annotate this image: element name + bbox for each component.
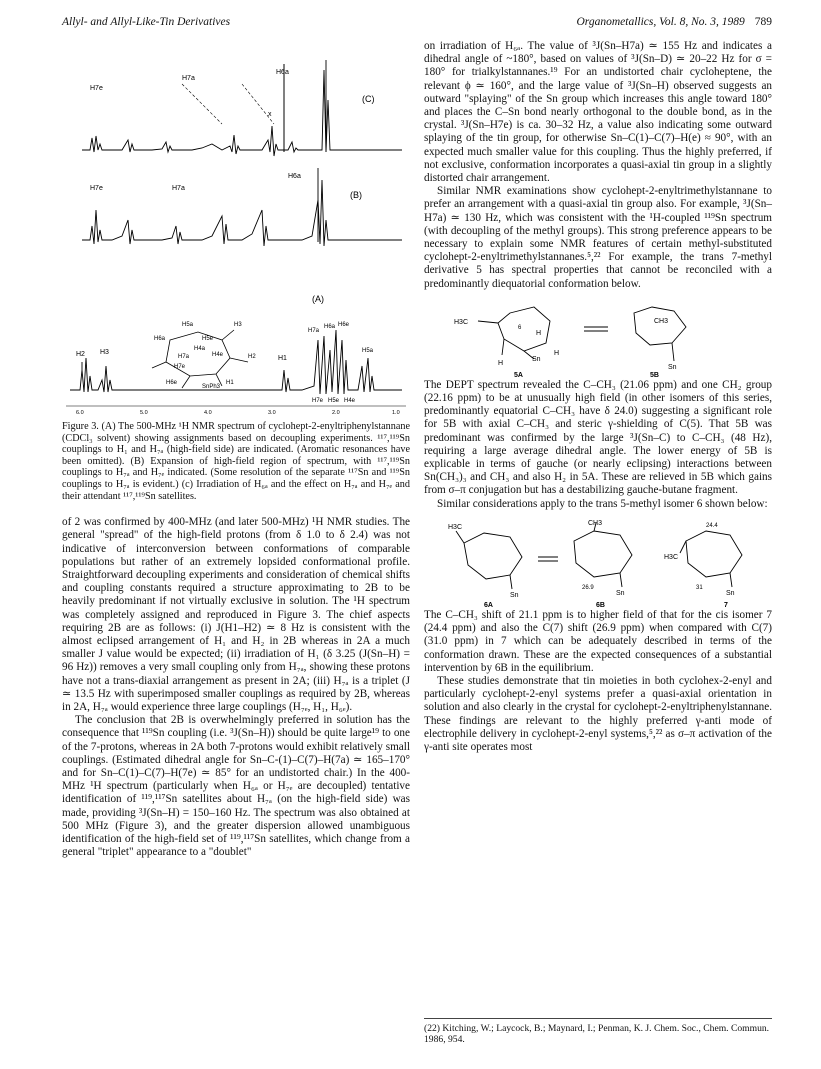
peak-label-h7e-c: H7e: [90, 85, 103, 92]
right-column: [424, 40, 772, 754]
s6-label-h3c-left: H3C: [448, 523, 463, 531]
scheme-6-drawing: [424, 517, 772, 609]
peak-label-h1-a: H1: [278, 355, 287, 362]
s5-label-h-2: H: [498, 359, 504, 367]
header-article-title: Allyl- and Allyl-Like-Tin Derivatives: [62, 16, 231, 28]
peak-label-h2-a: H2: [76, 351, 85, 358]
peak-label-h7e-a: H7e: [312, 398, 324, 404]
right-paragraph-6: These studies demonstrate that tin moieties in both cyclohex-2-enyl and particularly cyclohept-2-enyl systems prefer a quasi-axial orientation in solution and also clearly in the crystal for cyclohept-2-enyltriphenylstannane. These findings are relevant to the highly preferred γ-anti mode of electrophile delivery in cyclohept-2-enyl systems,⁵,²² as σ–π activation of the γ-anti site operates most: [424, 674, 772, 753]
peak-label-h7a-c: H7a: [182, 75, 195, 82]
mol-label-h4a: H4a: [194, 346, 206, 352]
mol-label-h6a: H6a: [154, 336, 166, 342]
mol-label-h7a: H7a: [178, 354, 190, 360]
peak-label-h3-a: H3: [100, 349, 109, 356]
page-number: 789: [754, 16, 772, 28]
left-paragraph-2: The conclusion that 2B is overwhelmingly preferred in solution has the consequence that ¹¹⁹Sn coupling (i.e. ³J(Sn–H)) should be quite large¹⁹ to one of the 7-protons, whereas in 2A both 7-protons would exhibit relatively small couplings. (Estimated dihedral angle for Sn–C-(1)–C(7)–H(7a) ≃ 165–170° and for Sn–C(1)–C(7)–H(7e) ≃ 85° for an undistorted chair.) In the 400-MHz ¹H spectrum (particularly when H₆ₐ or H₇ₑ are decoupled) tentative identification of ¹¹⁹,¹¹⁷Sn satellites about H₇ₐ (on the high-field side) was made, providing ³J(Sn–H) = 150–160 Hz. The spectrum was also obtained at 500 MHz (Figure 3), and the greater dispersion allowed unambiguous identification of the high-field set of ¹¹⁹,¹¹⁷Sn satellites, which change from a general "triplet" appearance to a "doublet": [62, 714, 410, 859]
mol-label-h6e: H6e: [166, 380, 178, 386]
figure-3: [62, 40, 410, 415]
mol-label-h1: H1: [226, 380, 234, 386]
compound-5b: 5B: [650, 371, 659, 379]
ppm-axis: [66, 406, 406, 415]
s5-label-ch3: CH3: [654, 317, 669, 325]
spectrum-c: [82, 60, 402, 156]
panel-label-c: (C): [362, 94, 375, 104]
running-header: [62, 16, 772, 32]
peak-label-h5a-a: H5a: [362, 348, 374, 354]
peak-label-h6e-a: H6e: [338, 322, 350, 328]
axis-tick-1: 1.0: [392, 410, 400, 415]
peak-label-h4e-a: H4e: [344, 398, 356, 404]
scheme-5: [424, 299, 772, 379]
s6-label-sn-6a: Sn: [510, 591, 519, 599]
axis-tick-2: 2.0: [332, 410, 340, 415]
right-paragraph-1: on irradiation of H₆ₐ. The value of ³J(Sn–H7a) ≃ 155 Hz and indicates a dihedral angle of ~180°, based on values of ³J(Sn–D) ≃ 20–22 Hz for σ = 180° for trialkylstannanes.¹⁹ For an undistorted chair cycloheptene, the relevant ϕ ≃ 160°, and the large value of ³J(Sn–H) observed suggests an outward "splaying" of the Sn group which increases this angle toward 180° and places the C–Sn bond nearly orthogonal to the double bond, as in the crystal. ³J(Sn–H7e) is ca. 30–32 Hz, a value also indicating some outward splaying of the tin group, for otherwise Sn–C(1)–C(7)–H(e) ≈ 90°, with an expected much smaller value for this coupling. Thus the highly preferred, if not exclusive, conformation incorporates a quasi-axial tin group in a slightly distorted chair arrangement.: [424, 40, 772, 185]
axis-tick-3: 3.0: [268, 410, 276, 415]
header-journal: [577, 16, 773, 28]
header-journal-name: Organometallics, Vol. 8, No. 3, 1989: [576, 16, 745, 28]
s6-label-31: 31: [696, 584, 703, 591]
s5-label-6: 6: [518, 324, 522, 331]
peak-label-h5e-a: H5e: [328, 398, 340, 404]
mol-label-h4e: H4e: [212, 352, 224, 358]
mol-label-h7e: H7e: [174, 364, 186, 370]
mol-label-h2: H2: [248, 354, 256, 360]
s6-label-ch3-6b: CH3: [588, 519, 603, 527]
axis-tick-5: 5.0: [140, 410, 148, 415]
peak-label-h6a-c: H6a: [276, 69, 289, 76]
mol-label-h5e: H5e: [202, 336, 214, 342]
s5-label-h3c: H3C: [454, 318, 469, 326]
s6-label-24-4: 24.4: [706, 522, 718, 529]
right-paragraph-2: Similar NMR examinations show cyclohept-2-enyltrimethylstannane to prefer an arrangement with a quasi-axial tin group also. For example, ³J(Sn–H7a) ≃ 130 Hz, which was consistent with the ¹H-coupled ¹¹⁹Sn spectrum (with decoupling of the methyl groups). This strong preference appears to be necessary to explain some NMR features of certain methyl-substituted cyclohept-2-enyltrimethylstannanes.⁵,²² For example, the trans 7-methyl derivative 5 has spectral properties that cannot be reconciled with a predominantly diequatorial conformation below.: [424, 185, 772, 290]
compound-6a: 6A: [484, 601, 493, 609]
right-paragraph-3: The DEPT spectrum revealed the C–CH₃ (21.06 ppm) and one CH₂ group (22.16 ppm) to be at unusually high field (in other isomers of this series, predominantly equatorial C–CH₃ have δ 24.0) suggesting a significant role for 5B with axial C–CH₃ and steric γ-shielding of C(5). That 5B was predominant was confirmed by the large ³J(Sn–C) to C–CH₃ (48 Hz), requiring a large average dihedral angle. The lower energy of 5B is explicable in terms of gauche (or nearly eclipsing) interactions between Sn(CH₃)₃ and CH₃ and also H₂ in 5A. These are relieved in 5B which gains from σ–π conjugation but has a destabilizing gauche-butane fragment.: [424, 378, 772, 497]
left-paragraph-1: of 2 was confirmed by 400-MHz (and later 500-MHz) ¹H NMR studies. The general "spread" of the high-field protons (from δ 1.0 to δ 2.4) was not indicative of interconversion between conformations of comparable populations but rather of an extremely lopsided conformational profile. Straightforward decoupling experiments and consideration of chemical shifts and coupling constants required a structure approximating to 2B to be heavily predominant if not virtually exclusive in solution. The ¹H spectrum was completely assigned and reproduced in Figure 3. The chief aspects requiring 2B are as follows: (i) J(H1–H2) ≃ 8 Hz is consistent with the almost eclipsed arrangement of H₁ and H₂ in 2B whereas in 2A a much smaller J value would be expected; (ii) irradiation of H₁ (δ 3.25 (J(Sn–H) = 96 Hz)) removes a very small coupling only from H₇ₐ, showing these protons have not a trans-diaxial arrangement as present in 2A; (iii) H₇ₐ is a triplet (J ≃ 13.5 Hz with superimposed smaller couplings as required by 2B, whereas in 2A, H₇ₐ would experience three large couplings (H₇ₑ, H₁, H₆ₑ).: [62, 516, 410, 713]
scheme-6: [424, 517, 772, 609]
nmr-spectra-figure: [62, 40, 410, 415]
right-paragraph-5: The C–CH₃ shift of 21.1 ppm is to higher field of that for the cis isomer 7 (24.4 ppm) and also the C(7) shift (26.9 ppm) when compared with C(7) (31.0 ppm) in 7 which can be adequately described in terms of the conformation drawn. These are the expected consequences of a substantial intervention by 6B in the equilibrium.: [424, 608, 772, 674]
panel-label-a: (A): [312, 294, 324, 304]
figure-3-caption: Figure 3. (A) The 500-MHz ¹H NMR spectrum of cyclohept-2-enyltriphenylstannane (CDCl₃ solvent) showing assignments based on decoupling experiments. ¹¹⁷,¹¹⁹Sn couplings to H₁ and H₇ₐ (high-field side) are indicated. (Aromatic resonances have been omitted). (B) Expansion of high-field region of spectrum, with ¹¹⁷,¹¹⁹Sn couplings to H₇ₐ and H₇ₑ indicated. (Some resolution of the separate ¹¹⁷Sn and ¹¹⁹Sn couplings to H₇ₐ is evident.) (c) Irradiation of H₆ₐ and the effect on H₇ₐ and H₇ₑ and their attendant ¹¹⁷,¹¹⁹Sn satellites.: [62, 421, 410, 502]
axis-tick-4: 4.0: [204, 410, 212, 415]
compound-6b: 6B: [596, 601, 605, 609]
peak-label-x-c: x: [268, 111, 272, 118]
s6-label-sn-7: Sn: [726, 589, 735, 597]
compound-5a: 5A: [514, 371, 523, 379]
s6-label-26-9: 26.9: [582, 584, 594, 591]
peak-label-h7e-b: H7e: [90, 185, 103, 192]
compound-7: 7: [724, 601, 728, 609]
left-column: [62, 40, 410, 859]
s5-label-sn-left: Sn: [532, 355, 541, 363]
right-paragraph-4: Similar considerations apply to the trans 5-methyl isomer 6 shown below:: [437, 497, 768, 510]
peak-label-h7a-a: H7a: [308, 328, 320, 334]
s6-label-sn-6b: Sn: [616, 589, 625, 597]
footnote-22: (22) Kitching, W.; Laycock, B.; Maynard, I.; Penman, K. J. Chem. Soc., Chem. Commun. 1986, 954.: [424, 1018, 772, 1045]
scheme-5-drawing: [424, 299, 772, 379]
peak-label-h6a-b: H6a: [288, 173, 301, 180]
spectrum-a: [70, 294, 402, 404]
panel-label-b: (B): [350, 190, 362, 200]
mol-label-snph3: SnPh3: [202, 384, 221, 390]
mol-label-h5a: H5a: [182, 322, 194, 328]
s5-label-sn-right: Sn: [668, 363, 677, 371]
axis-tick-6: 6.0: [76, 410, 84, 415]
mol-label-h3: H3: [234, 322, 242, 328]
s5-label-h-1: H: [536, 329, 542, 337]
s6-label-h3c-7: H3C: [664, 553, 679, 561]
spectrum-b: [82, 168, 402, 246]
peak-label-h6a-a: H6a: [324, 324, 336, 330]
peak-label-h7a-b: H7a: [172, 185, 185, 192]
s5-label-h-3: H: [554, 349, 560, 357]
